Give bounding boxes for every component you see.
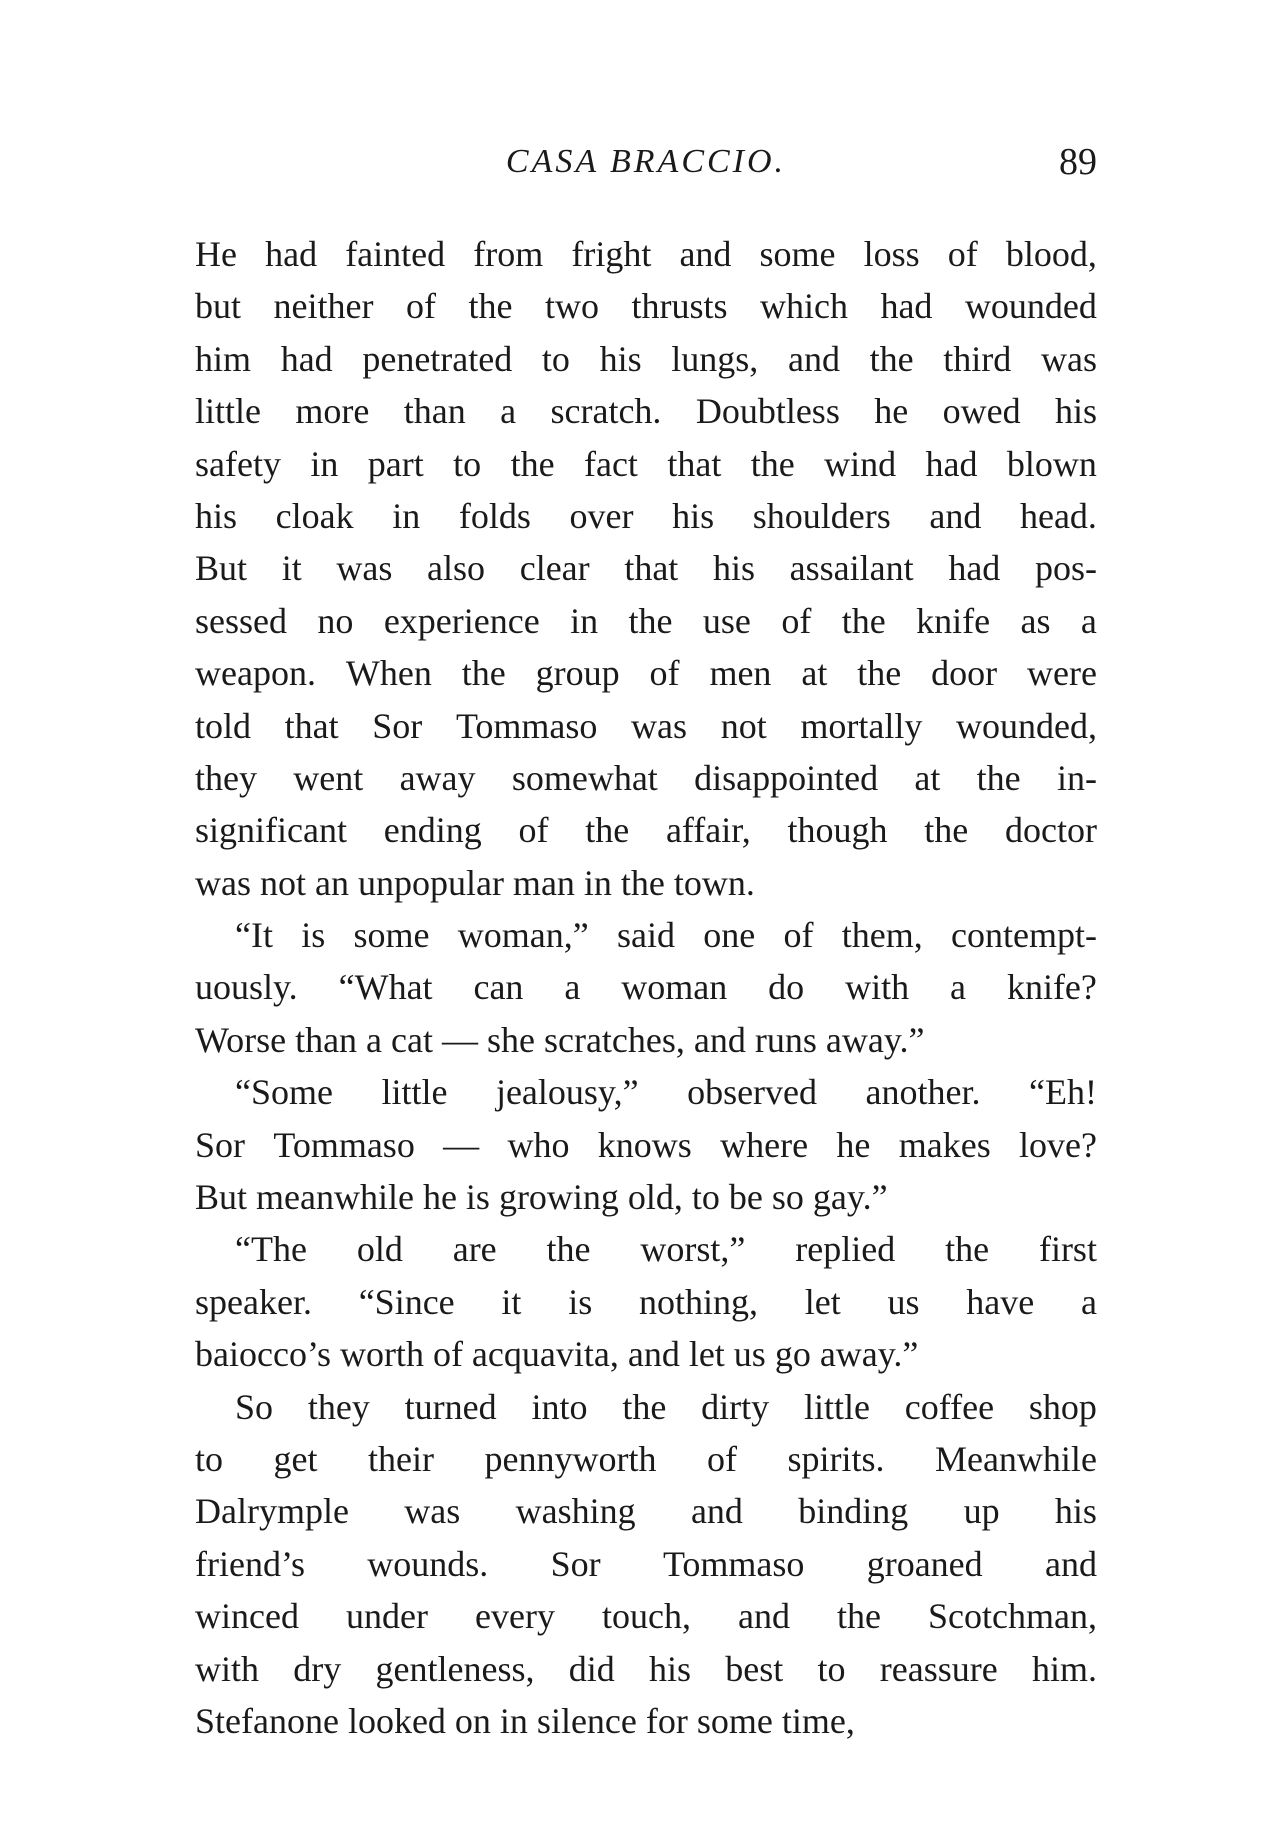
text-line: “Some little jealousy,” observed another. “Eh! — [235, 1072, 1097, 1113]
text-line: Worse than a cat — she scratches, and runs away.” — [195, 1019, 925, 1060]
text-line: So they turned into the dirty little coffee shop — [235, 1386, 1097, 1427]
running-head — [195, 138, 1097, 186]
body-text — [195, 228, 1097, 1747]
text-line: safety in part to the fact that the wind had blown — [195, 443, 1097, 484]
text-line: little more than a scratch. Doubtless he owed his — [195, 391, 1097, 432]
text-line: sessed no experience in the use of the knife as a — [195, 600, 1097, 641]
text-line: told that Sor Tommaso was not mortally wounded, — [195, 705, 1097, 746]
text-line: significant ending of the affair, though the doctor — [195, 810, 1097, 851]
text-line: uously. “What can a woman do with a knife? — [195, 967, 1097, 1008]
text-line: to get their pennyworth of spirits. Meanwhile — [195, 1438, 1097, 1479]
page-number: 89 — [1059, 141, 1097, 183]
text-line: Dalrymple was washing and binding up his — [195, 1491, 1097, 1532]
text-line: was not an unpopular man in the town. — [195, 862, 755, 903]
text-line: “It is some woman,” said one of them, contempt- — [235, 915, 1097, 956]
text-line: Stefanone looked on in silence for some time, — [195, 1700, 855, 1741]
text-line: winced under every touch, and the Scotchman, — [195, 1596, 1097, 1637]
text-line: “The old are the worst,” replied the first — [235, 1229, 1097, 1270]
text-line: friend’s wounds. Sor Tommaso groaned and — [195, 1543, 1097, 1584]
running-title: CASA BRACCIO. — [505, 143, 787, 180]
text-line: speaker. “Since it is nothing, let us have a — [195, 1281, 1097, 1322]
text-line: they went away somewhat disappointed at the in- — [195, 757, 1097, 798]
text-line: But meanwhile he is growing old, to be so gay.” — [195, 1177, 888, 1218]
text-line: Sor Tommaso — who knows where he makes love? — [195, 1124, 1097, 1165]
text-line: but neither of the two thrusts which had wounded — [195, 286, 1097, 327]
text-line: baiocco’s worth of acquavita, and let us go away.” — [195, 1334, 919, 1375]
text-line: But it was also clear that his assailant had pos- — [195, 548, 1097, 589]
text-line: with dry gentleness, did his best to reassure him. — [195, 1648, 1097, 1689]
text-line: his cloak in folds over his shoulders and head. — [195, 495, 1097, 536]
text-line: He had fainted from fright and some loss of blood, — [195, 234, 1097, 274]
text-line: him had penetrated to his lungs, and the third was — [195, 338, 1097, 379]
text-line: weapon. When the group of men at the door were — [195, 653, 1097, 694]
